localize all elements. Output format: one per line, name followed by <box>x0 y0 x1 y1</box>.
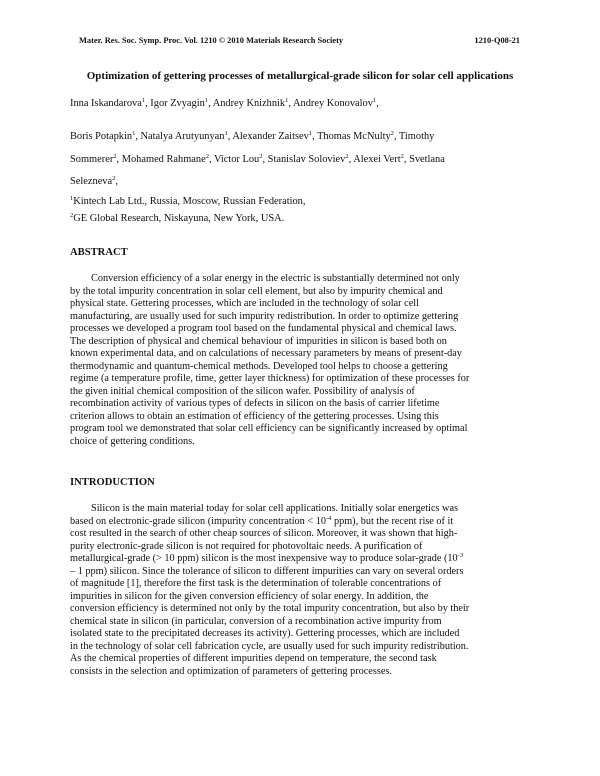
paper-id: 1210-Q08-21 <box>474 36 520 45</box>
abstract-heading: ABSTRACT <box>70 247 128 258</box>
introduction-heading: INTRODUCTION <box>70 477 155 488</box>
author-line: Selezneva$^2$, <box>70 175 118 187</box>
abstract-body: Conversion efficiency of a solar energy in the electric is substantially determined not only by the total impurity concentration in solar cell element, but also by impurity chemical and physical state. Gettering processes, which are included in the technology of solar cell manufacturing, are usually used for such impurity redistribution. In order to optimize gettering processes we developed a program tool based on the fundamental physical and chemical laws. The description of physical and chemical behaviour of impurities in silicon is based both on known experimental data, and on calculations of necessary parameters by means of present-day thermodynamic and quantum-chemical methods. Developed tool helps to choose a gettering regime (a temperature profile, time, getter layer thickness) for optimization of these processes for the given initial chemical composition of the silicon wafer. Possibility of analysis of recombination activity of various types of defects in silicon on the basis of carrier lifetime criterion allows to obtain an estimation of efficiency of the gettering processes. Using this program tool we demonstrated that solar cell efficiency can be significantly increased by optimal choice of gettering conditions. <box>70 273 470 447</box>
author-line: Sommerer$^2$, Mohamed Rahmane$^2$, Victor Lou$^2$, Stanislav Soloviev$^2$, Alexei Vert$^2$, Svetlana <box>70 153 445 165</box>
author-line: Inna Iskandarova$^1$, Igor Zvyagin$^1$, Andrey Knizhnik$^1$, Andrey Konovalov$^1$, <box>70 97 379 109</box>
author-line: Boris Potapkin$^1$, Natalya Arutyunyan$^1$, Alexander Zaitsev$^1$, Thomas McNulty$^2$, Timothy <box>70 130 435 142</box>
paper-title: Optimization of gettering processes of metallurgical-grade silicon for solar cell applications <box>86 70 514 82</box>
affiliation: $^1$Kintech Lab Ltd., Russia, Moscow, Russian Federation, <box>70 195 306 207</box>
running-header: Mater. Res. Soc. Symp. Proc. Vol. 1210 © 2010 Materials Research Society <box>79 36 344 45</box>
affiliation: $^2$GE Global Research, Niskayuna, New York, USA. <box>70 212 285 224</box>
introduction-body: Silicon is the main material today for solar cell applications. Initially solar energetics was based on electronic-grade silicon (impurity concentration < $10^{-4}$ ppm), but the recent rise of it cost resulted in the search of other cheap sources of silicon. Moreover, it was shown that high- purity electronic-grade silicon is not required for photovoltaic needs. A purification of metallurgical-grade (> 10 ppm) silicon is the most inexpensive way to produce solar-grade ($10^{-3}$ – 1 ppm) silicon. Since the tolerance of silicon to different impurities can vary on several orders of magnitude [1], therefore the first task is the determination of tolerable concentrations of impurities in silicon for the given conversion efficiency of solar energy. In addition, the conversion efficiency is determined not only by the total impurity concentration, but also by their chemical state in silicon (in particular, conversion of a recombination active impurity from isolated state to the precipitated decreases its activity). Gettering processes, which are included in the technology of solar cell fabrication cycle, are usually used for such impurity redistribution. As the chemical properties of different impurities depend on temperature, the second task consists in the selection and optimization of parameters of gettering processes. <box>70 503 470 677</box>
